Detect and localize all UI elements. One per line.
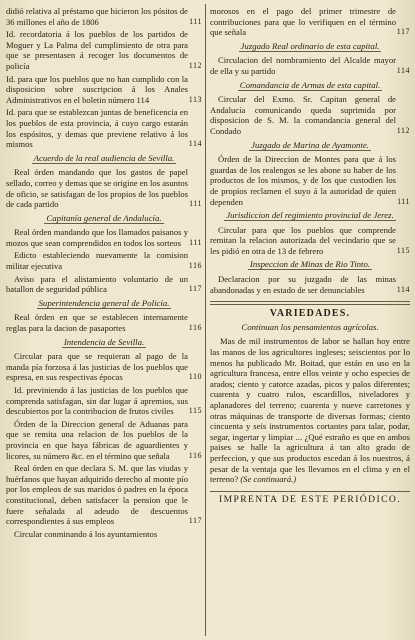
entry-text: Real órden mandando que los gastos de papel sellado, correo y demas que se origine en los asuntos de oficio, se satisfagan de los propios de los pueblos de cada partido [6,167,188,210]
column-divider [205,4,206,636]
entry-page-number: 111 [189,237,202,247]
index-entry [210,55,410,76]
section-heading-text: Acuerdo de la real audiencia de Sevilla. [33,152,175,163]
entry-page-number: 111 [397,196,410,206]
section-heading [6,213,202,224]
entry-page-number: 117 [396,27,410,37]
entry-page-number: 116 [188,323,202,333]
imprint-footer: IMPRENTA DE ESTE PERIÓDICO. [210,491,410,506]
entry-page-number: 116 [188,261,202,271]
index-entry [210,225,410,257]
entry-page-number: 116 [188,450,202,460]
section-heading [210,140,410,151]
article-body: Mas de mil instrumentos de labor se hallan hoy entre las manos de los agricultores ingleses; seiscientos por lo menos ha publicado Mr. Boitad, que están en uso en la agricultura francesa, entre ellos veinte y ocho especies de arados; ciento y catorce azadas, picos y palos diferentes; cuarenta y cuatro rulos, escardillos, niveladores y aplanadores del terreno; cuarenta y nueve carretones y otras máquinas de transporte de diversas formas; ciento cincuenta y seis instrumentos cortantes para talar, podar, segar, ingertar y limpiar ... ¿Qué estraño es que en ambos paises se halle la agricultura á tan alto grado de perfeccion, y que sus productos escedan á los nuestros, á pesar de la ventaja que les llevamos en el clima y en el terreno? [210,336,410,485]
index-entry [6,419,202,461]
entry-text: Id. previniendo á las justicias de los pueblos que comprenda satisfagan, sin dar lugar á apremios, sus descubiertos por la contribucion de frutos civiles [6,385,188,417]
entry-text: Circular del Exmo. Sr. Capitan general de Andalucía comunicando queda suprimida por disposicion de S. M. la comandancia general del Condado [210,94,396,136]
section-heading [6,337,202,348]
variedades-headline: VARIEDADES. [269,308,351,320]
variedades-article [210,336,410,484]
section-heading-text: Comandancia de Armas de esta capital. [239,79,381,90]
entry-text: Real órden en que declara S. M. que las viudas y huérfanos que hayan adquirido derecho al monte pío por los empleos de sus maridos ó padres en la época constitucional, deben satisfacer la pension que le fuere señalada al adeudo de descuentos correspondientes á sus empleos [6,463,188,527]
index-entry [210,6,410,38]
entry-text: Circular conminando á los ayuntamientos [14,528,158,539]
section-heading [6,298,202,309]
index-entry [6,351,202,383]
entry-text: Órden de la Direccion de Montes para que á los guardas de los realengos se les abone su haber de los productos de los mismos, y de los que custodien los de propios reclamen el suyo á la autoridad de quien dependen [210,154,396,207]
index-entry [6,385,202,417]
entry-page-number: 110 [188,372,202,382]
entry-page-number: 115 [396,245,410,255]
entry-text: Id. para que se establezcan juntas de beneficencia en los pueblos de esta provincia, á cuyo cargo estarán los espósitos, y demas que previene relativo á los mismos [6,107,188,150]
entry-text: didió relativa al préstamo que hicieron los pósitos de 36 millones el año de 1806 [6,6,188,27]
section-heading [6,153,202,164]
entry-text: Declaracion por su juzgado de las minas abandonadas y en estado de ser denunciables [210,274,396,295]
section-heading-text: Juzgado Real ordinario de esta capital. [240,40,380,51]
index-entry [6,312,202,333]
right-index-entries [210,6,410,295]
index-entry [6,529,202,540]
index-entry [6,107,202,149]
entry-page-number: 117 [188,516,202,526]
section-heading [210,210,410,221]
entry-text: Aviso para el alistamiento voluntario de un batallon de seguridad pública [6,273,188,295]
index-entry [6,74,202,106]
section-heading-text: Intendencia de Sevilla. [63,336,145,347]
entry-text: Circular para que los pueblos que comprende remitan la relacion autorizada del vecindario que se les pidió en otra de 13 de febrero [210,224,396,256]
entry-text: Real órden en que se establecen internamente reglas para la dacion de pasaportes [6,312,188,334]
index-entry [6,463,202,527]
index-entry [210,94,410,136]
entry-page-number: 114 [396,284,410,294]
entry-text: Órden de la Direccion general de Aduanas para que se remita una relacion de los pueblos de la provincia en que haya fábricas de aguardientes y licores, su número &c. en el término que señala [6,418,188,461]
index-entry [210,274,410,295]
entry-text: Real órden mandando que los llamados paisanos y mozos que sean comprendidos en todos los sorteos [6,227,188,248]
section-heading-text: Juzgado de Marina de Ayamonte. [251,139,369,150]
section-heading [210,41,410,52]
entry-page-number: 117 [188,284,202,294]
entry-page-number: 113 [188,94,202,104]
entry-page-number: 115 [188,406,202,416]
section-heading-text: Inspeccion de Minas de Rio Tinto. [249,259,371,270]
left-column [6,6,202,541]
entry-page-number: 114 [396,65,410,75]
entry-text: Edicto estableciendo nuevamente la comision militar ejecutiva [6,250,188,272]
entry-page-number: 111 [189,199,202,209]
index-entry [6,29,202,71]
section-heading-text: Jurisdiccion del regimiento provincial de Jerez. [226,210,394,221]
right-column [210,6,410,505]
entry-text: Id. para que los pueblos que no han cumplido con la disposicion sobre suscripcion á los Anales Administrativos en el boletin número 114 [6,73,188,105]
section-heading-text: Capitanía general de Andalucía. [46,212,162,223]
index-entry [6,6,202,27]
index-entry [210,154,410,207]
section-divider [210,301,410,305]
index-entry [6,227,202,248]
entry-page-number: 112 [396,125,410,135]
entry-page-number: 112 [188,60,202,70]
entry-page-number: 114 [188,139,202,149]
index-entry [6,250,202,271]
section-heading [210,80,410,91]
entry-page-number: 111 [189,16,202,26]
entry-text: morosos en el pago del primer trimestre de contribuciones para que lo verifiquen en el término que señala [210,6,396,38]
continued-note: (Se continuará.) [240,474,297,485]
index-entry [6,167,202,209]
entry-text: Id. recordatoria á los pueblos de los partidos de Moguer y La Palma del cumplimiento de otra para que se presentasen á recoger los documentos de policía [6,29,188,71]
entry-text: Circulacion del nombramiento del Alcalde mayor de ella y su partido [210,55,396,76]
section-heading [210,259,410,270]
entry-text: Circular para que se requieran al pago de la manda pía forzosa á las justicias de los pueblos que espresa, en sus respectivas épocas [6,351,188,383]
index-entry [6,274,202,295]
section-heading-text: Superintendencia general de Policía. [38,297,170,308]
variedades-subhead: Continuan los pensamientos agrícolas. [241,321,379,332]
